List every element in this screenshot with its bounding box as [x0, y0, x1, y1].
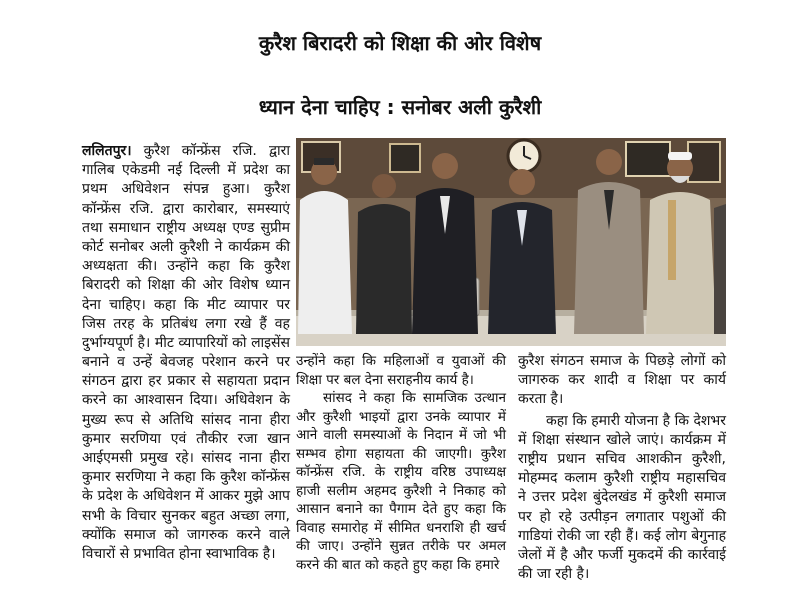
article-paragraph: उन्होंने कहा कि महिलाओं व युवाओं की शिक्षा पर बल देना सराहनीय कार्य है।	[296, 353, 506, 388]
group-photo-illustration	[296, 138, 726, 346]
article-paragraph: कुरैश संगठन समाज के पिछड़े लोगों को जागरुक कर शादी व शिक्षा पर कार्य करता है।	[518, 353, 726, 408]
article-column-1	[82, 142, 290, 564]
article-paragraph: कहा कि हमारी योजना है कि देशभर में शिक्षा संस्थान खोले जाएं। कार्यक्रम में राष्ट्रीय प्रधान सचिव आशकीन कुरैशी, मोहम्मद कलाम कुरैशी राष्ट्रीय महासचिव ने उत्तर प्रदेश बुंदेलखंड में कुरैशी समाज पर हो रहे उत्पीड़न लगातार पशुओं की गाडियां रोकी जा रही हैं। कई लोग बेगुनाह जेलों में है और फर्जी मुकदमें की कार्रवाई की जा रही है।	[518, 412, 726, 583]
article-paragraph: सांसद ने कहा कि सामजिक उत्थान और कुरैशी भाइयों द्वारा उनके व्यापार में आने वाली समस्याओं के निदान में जो भी सम्भव होगा सहायता की जाएगी। कुरैश कॉन्फ्रेंस रजि. के राष्ट्रीय वरिष्ठ उपाध्यक्ष हाजी सलीम अहमद कुरैशी ने निकाह को आसान बनाने का पैगाम देते हुए कहा कि विवाह समारोह में सीमित धनराशि ही खर्च की जाए। उन्होंने सुन्नत तरीके पर अमल करने की बात को कहते हुए कहा कि हमारे	[296, 390, 506, 573]
news-photo	[296, 138, 726, 346]
article-column-2	[296, 352, 506, 574]
article-paragraph	[82, 142, 290, 564]
dateline: ललितपुर।	[82, 143, 132, 159]
article-column-3	[518, 352, 726, 584]
headline-line-1: कुरैश बिरादरी को शिक्षा की ओर विशेष	[258, 31, 542, 55]
headline-line-2: ध्यान देना चाहिए : सनोबर अली कुरैशी	[258, 95, 542, 119]
person-7	[714, 204, 726, 334]
clock-icon	[508, 140, 540, 172]
article-text: कुरैश कॉन्फ्रेंस रजि. द्वारा गालिब एकेडमी नई दिल्ली में प्रदेश का प्रथम अधिवेशन संपन्न हुआ। कुरैश कॉन्फ्रेंस रजि. द्वारा कारोबार, समस्याएं तथा समाधान राष्ट्रीय अध्यक्ष एण्ड सुप्रीम कोर्ट सनोबर अली कुरैशी ने कार्यक्रम की अध्यक्षता की। उन्होंने कहा कि कुरैश बिरादरी को शिक्षा की ओर विशेष ध्यान देना चाहिए। कहा कि मीट व्यापार पर जिस तरह के प्रतिबंध लगा रखे हैं वह दुर्भाग्यपूर्ण है। मीट व्यापारियों को लाइसेंस बनाने व उन्हें बेवजह परेशान करने पर संगठन द्वारा हर प्रकार से सहायता प्रदान करने का आश्वासन दिया। अधिवेशन के मुख्य रूप से अतिथि सांसद नाना हीरा कुमार सरणिया एवं तौकीर रजा खान आईएमसी प्रमुख रहे। सांसद नाना हीरा कुमार सरणिया ने कहा कि कुरैश कॉन्फ्रेंस के प्रदेश के अधिवेशन में आकर मुझे आप सभी के विचार सुनकर बहुत अच्छा लगा, क्योंकि समाज को जागरुक करने वाले विचारों से प्रभावित होना स्वाभाविक है।	[82, 143, 290, 562]
